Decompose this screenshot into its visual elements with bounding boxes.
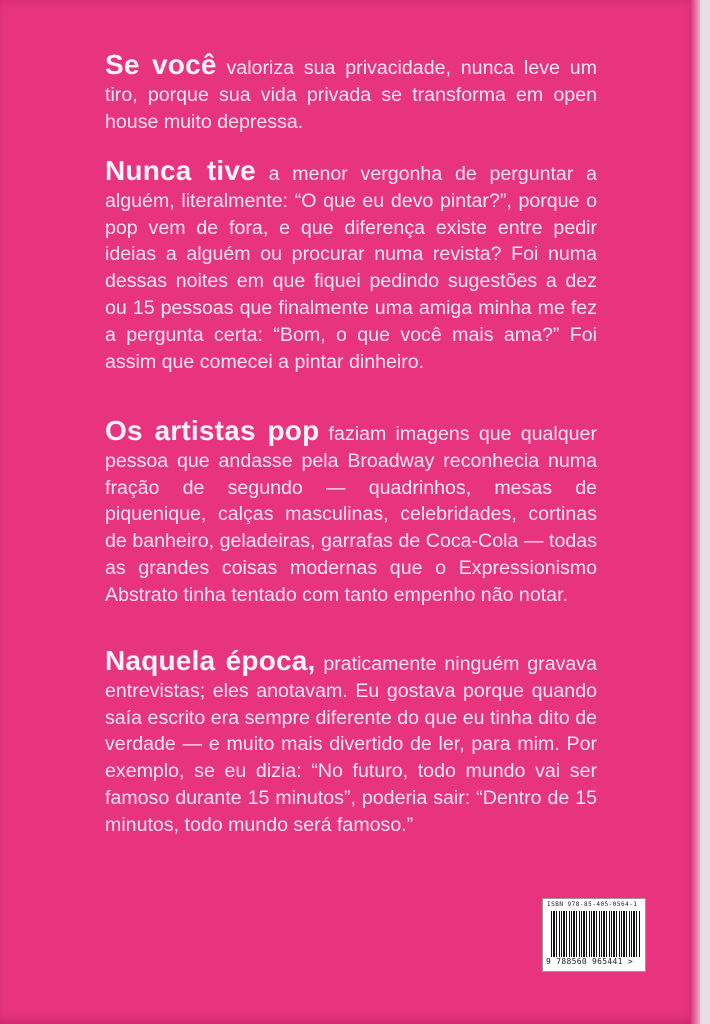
paragraph-4 <box>105 645 597 839</box>
paragraph-3-lead: Os artistas pop <box>105 415 320 446</box>
barcode-bars <box>551 911 641 957</box>
paragraph-3-text: faziam imagens que qualquer pessoa que andasse pela Broadway reconhecia numa fração de segundo — quadrinhos, mesas de piquenique, calças masculinas, celebridades, cortinas de banheiro, geladeiras, garrafas de Coca-Cola — todas as grandes coisas modernas que o Expressionismo Abstrato tinha tentado com tanto empenho não notar. <box>105 423 597 606</box>
paragraph-2-lead: Nunca tive <box>105 155 256 186</box>
paragraph-4-lead: Naquela época, <box>105 645 316 676</box>
paragraph-1-text: valoriza sua privacidade, nunca leve um tiro, porque sua vida privada se transforma em open house muito depressa. <box>105 57 598 133</box>
paragraph-2-text: a menor vergonha de perguntar a alguém, literalmente: “O que eu devo pintar?”, porque o pop vem de fora, e que diferença existe entre pedir ideias a alguém ou procurar numa revista? Foi numa dessas noites em que fiquei pedindo sugestões a dez ou 15 pessoas que finalmente uma amiga minha me fez a pergunta certa: “Bom, o que você mais ama?” Foi assim que comecei a pintar dinheiro. <box>105 163 597 373</box>
paragraph-1-lead: Se você <box>105 49 217 80</box>
barcode <box>542 898 646 972</box>
ean-number: 9 788560 965441 > <box>546 957 633 966</box>
page-edge <box>690 0 700 1024</box>
paragraph-2 <box>105 155 597 375</box>
paragraph-4-text: praticamente ninguém gravava entrevistas; eles anotavam. Eu gostava porque quando saía escrito era sempre diferente do que eu tinha dito de verdade — e muito mais divertido de ler, para mim. Por exemplo, se eu dizia: “No futuro, todo mundo vai ser famoso durante 15 minutos”, poderia sair: “Dentro de 15 minutos, todo mundo será famoso.” <box>105 653 597 836</box>
paragraph-3 <box>105 415 597 609</box>
paragraph-1 <box>105 49 598 135</box>
isbn-label: ISBN 978-85-405-0564-1 <box>547 901 638 908</box>
